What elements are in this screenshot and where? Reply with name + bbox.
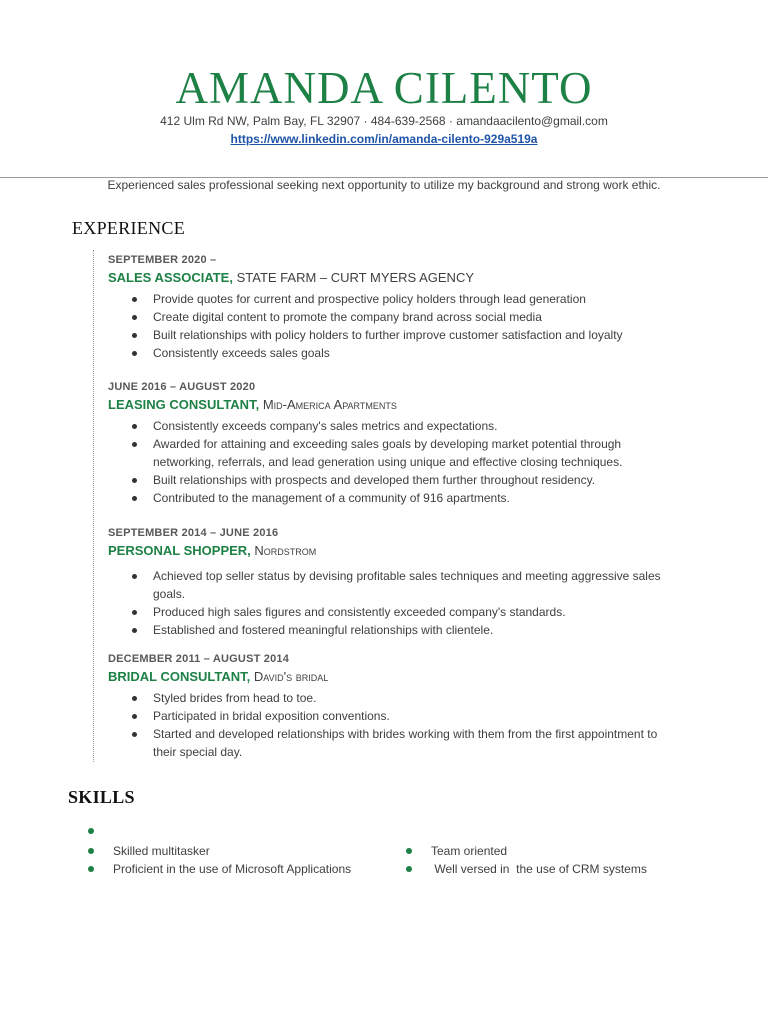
job-title-line <box>108 541 668 561</box>
job-role: BRIDAL CONSULTANT, <box>108 669 251 684</box>
experience-timeline-rule <box>93 250 94 762</box>
job-bullets <box>108 417 668 507</box>
job-dates: SEPTEMBER 2014 – JUNE 2016 <box>108 527 279 539</box>
list-item: Awarded for attaining and exceeding sales goals by developing market potential through networking, referrals, and lead generation using unique and effective closing techniques. <box>108 435 668 471</box>
job-role: LEASING CONSULTANT, <box>108 397 260 412</box>
job-dates: SEPTEMBER 2020 – <box>108 254 217 266</box>
job-dates: JUNE 2016 – AUGUST 2020 <box>108 381 256 393</box>
skill-item: Well versed in the use of CRM systems <box>402 860 711 878</box>
job-title-line <box>108 667 668 687</box>
skill-item: Proficient in the use of Microsoft Applications <box>84 860 353 878</box>
linkedin-link[interactable]: https://www.linkedin.com/in/amanda-cilento-929a519a <box>230 132 538 146</box>
job-dates: DECEMBER 2011 – AUGUST 2014 <box>108 653 290 665</box>
list-item: Participated in bridal exposition conventions. <box>108 707 668 725</box>
job-organization: Mid-America Apartments <box>262 397 397 412</box>
skills-heading: SKILLS <box>68 787 135 807</box>
list-item: Established and fostered meaningful relationships with clientele. <box>108 621 668 639</box>
experience-heading: EXPERIENCE <box>72 218 185 238</box>
list-item: Contributed to the management of a community of 916 apartments. <box>108 489 668 507</box>
skill-item: Skilled multitasker <box>84 842 353 860</box>
job-organization: Nordstrom <box>254 543 317 558</box>
list-item: Consistently exceeds sales goals <box>108 344 668 362</box>
list-item: Achieved top seller status by devising profitable sales techniques and meeting aggressive sales goals. <box>108 567 668 603</box>
empty-bullet <box>88 828 94 834</box>
job-role: SALES ASSOCIATE, <box>108 270 233 285</box>
candidate-name: AMANDA CILENTO <box>175 63 593 113</box>
list-item: Built relationships with prospects and developed them further throughout residency. <box>108 471 668 489</box>
job-organization: STATE FARM – CURT MYERS AGENCY <box>236 270 475 285</box>
list-item: Provide quotes for current and prospective policy holders through lead generation <box>108 290 668 308</box>
linkedin-line <box>0 132 768 146</box>
list-item: Styled brides from head to toe. <box>108 689 668 707</box>
job-bullets <box>108 567 668 639</box>
list-item: Started and developed relationships with brides working with them from the first appointment to their special day. <box>108 725 668 761</box>
job-entry <box>108 651 668 761</box>
contact-info: 412 Ulm Rd NW, Palm Bay, FL 32907 · 484-639-2568 · amandaacilento@gmail.com <box>160 114 608 128</box>
summary: Experienced sales professional seeking next opportunity to utilize my background and strong work ethic. <box>107 178 661 192</box>
job-organization: David's bridal <box>253 669 329 684</box>
list-item: Consistently exceeds company's sales metrics and expectations. <box>108 417 668 435</box>
job-bullets <box>108 290 668 362</box>
list-item: Create digital content to promote the company brand across social media <box>108 308 668 326</box>
job-entry <box>108 252 668 362</box>
job-title-line <box>108 268 668 288</box>
skill-item: Team oriented <box>402 842 711 860</box>
list-item: Produced high sales figures and consistently exceeded company's standards. <box>108 603 668 621</box>
list-item: Built relationships with policy holders to further improve customer satisfaction and loyalty <box>108 326 668 344</box>
job-title-line <box>108 395 668 415</box>
job-entry <box>108 379 668 507</box>
job-entry <box>108 525 668 639</box>
job-bullets <box>108 689 668 761</box>
job-role: PERSONAL SHOPPER, <box>108 543 251 558</box>
